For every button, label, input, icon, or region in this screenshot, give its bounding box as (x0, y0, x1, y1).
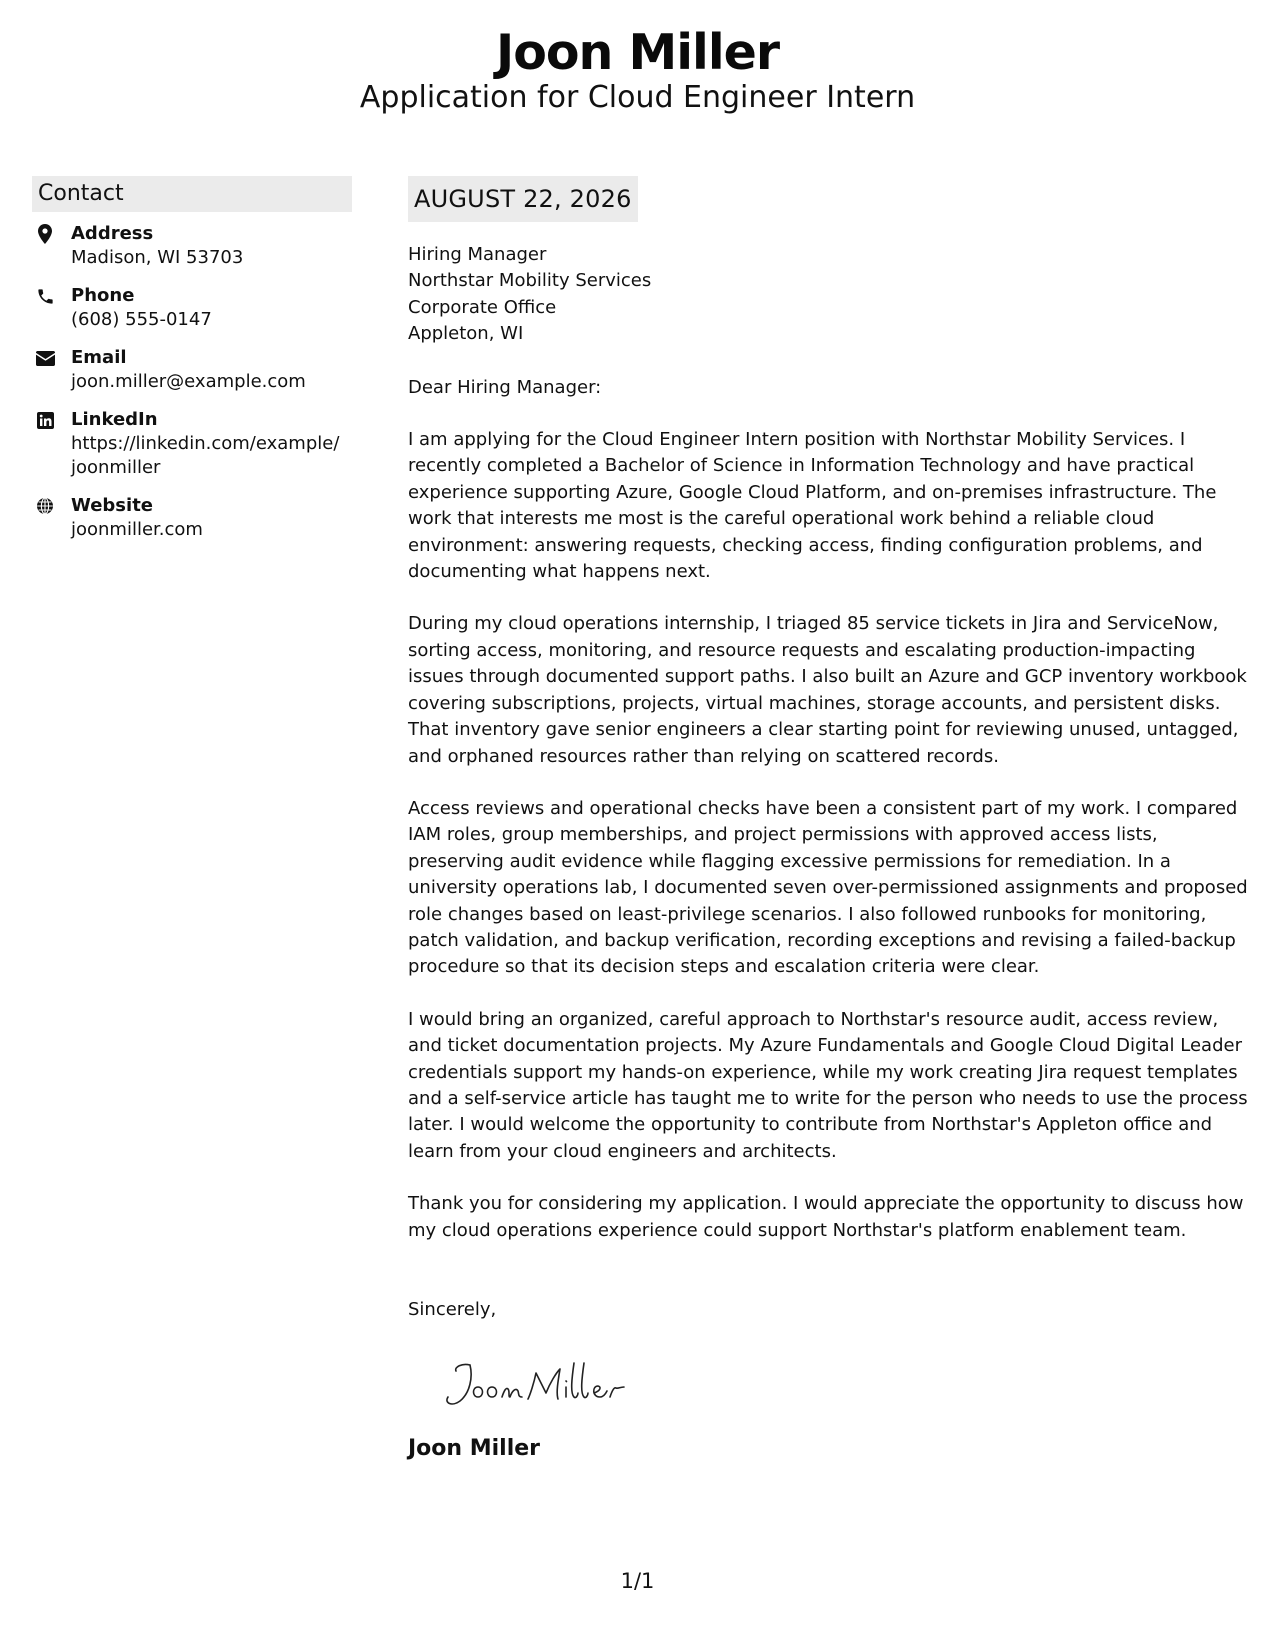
contact-label-website: Website (71, 495, 154, 516)
letter-paragraph: I am applying for the Cloud Engineer Intern position with Northstar Mobility Services. I recently completed a Bachelor of Science in Information Technology and have practical experience supporting Azure, Google Cloud Platform, and on-premises infrastructure. The work that interests me most is the careful operational work behind a reliable cloud environment: answering requests, checking access, finding configuration problems, and documenting what happens next. (408, 429, 1217, 583)
page-number: 1/1 (620, 1569, 655, 1593)
handwritten-signature (440, 1353, 1250, 1413)
letter-header (0, 22, 1275, 116)
recipient-line: Appleton, WI (408, 323, 524, 345)
signer-name: Joon Miller (408, 1436, 541, 1462)
contact-sidebar (32, 176, 352, 555)
contact-value-email[interactable]: joon.miller@example.com (71, 371, 306, 392)
contact-label-email: Email (71, 347, 127, 368)
contact-item-linkedin (32, 407, 352, 480)
salutation: Dear Hiring Manager: (408, 376, 602, 398)
closing: Sincerely, (408, 1299, 497, 1320)
recipient-block (408, 242, 1250, 348)
contact-item-website (32, 493, 352, 542)
contact-list (32, 221, 352, 542)
contact-item-email (32, 345, 352, 394)
contact-label-linkedin: LinkedIn (71, 409, 158, 430)
contact-section-title: Contact (32, 176, 352, 212)
envelope-icon (34, 347, 56, 369)
map-pin-icon (34, 223, 56, 245)
contact-value-website[interactable]: joonmiller.com (71, 519, 203, 540)
letter-paragraph: During my cloud operations internship, I triaged 85 service tickets in Jira and ServiceNow, sorting access, monitoring, and resource requests and escalating production-impacting issues through documented support paths. I also built an Azure and GCP inventory workbook covering subscriptions, projects, virtual machines, storage accounts, and persistent disks. That inventory gave senior engineers a clear starting point for reviewing unused, untagged, and orphaned resources rather than relying on scattered records. (408, 613, 1247, 767)
letter-paragraph: Access reviews and operational checks have been a consistent part of my work. I compared IAM roles, group memberships, and project permissions with approved access lists, preserving audit evidence while flagging excessive permissions for remediation. In a university operations lab, I documented seven over-permissioned assignments and proposed role changes based on least-privilege scenarios. I also followed runbooks for monitoring, patch validation, and backup verification, recording exceptions and revising a failed-backup procedure so that its decision steps and escalation criteria were clear. (408, 797, 1248, 978)
globe-icon (34, 495, 56, 517)
contact-item-phone (32, 283, 352, 332)
signature-drawing (440, 1353, 640, 1413)
contact-label-address: Address (71, 223, 154, 244)
letter-body (408, 176, 1250, 1463)
recipient-line: Northstar Mobility Services (408, 270, 652, 292)
recipient-line: Hiring Manager (408, 244, 547, 265)
letter-paragraph: Thank you for considering my application. I would appreciate the opportunity to discuss how my cloud operations experience could support Northstar's platform enablement team. (408, 1193, 1244, 1241)
letter-paragraph: I would bring an organized, careful approach to Northstar's resource audit, access review, and ticket documentation projects. My Azure Fundamentals and Google Cloud Digital Leader credentials support my hands-on experience, while my work creating Jira request templates and a self-service article has taught me to write for the person who needs to use the process later. I would welcome the opportunity to contribute from Northstar's Appleton office and learn from your cloud engineers and architects. (408, 1008, 1248, 1162)
recipient-line: Corporate Office (408, 296, 557, 318)
linkedin-icon (34, 409, 56, 431)
application-subtitle: Application for Cloud Engineer Intern (359, 80, 916, 115)
contact-value-address: Madison, WI 53703 (71, 247, 244, 268)
letter-date: AUGUST 22, 2026 (408, 176, 638, 222)
contact-label-phone: Phone (71, 285, 135, 306)
contact-value-phone: (608) 555-0147 (71, 309, 212, 330)
applicant-name: Joon Miller (495, 24, 780, 81)
contact-item-address (32, 221, 352, 270)
contact-value-linkedin[interactable]: https://linkedin.com/example/joonmiller (71, 433, 340, 478)
phone-icon (34, 285, 56, 307)
